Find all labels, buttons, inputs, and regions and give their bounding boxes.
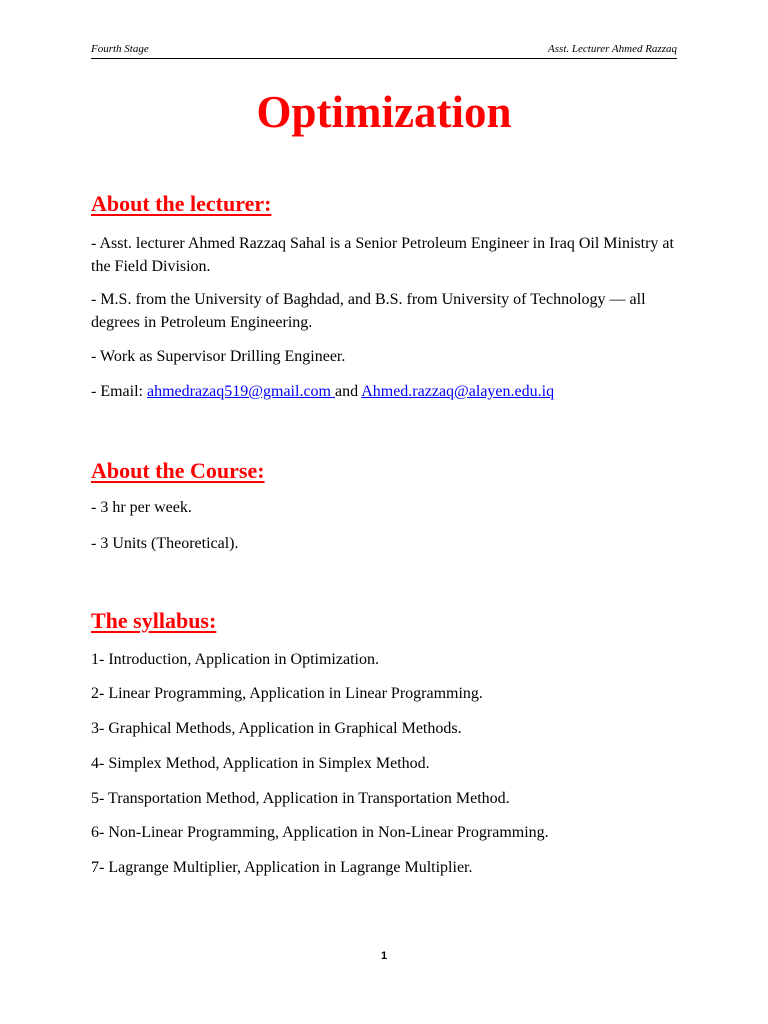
lecturer-email-line <box>91 380 679 403</box>
syllabus-item-linear-programming: 2- Linear Programming, Application in Linear Programming. <box>91 685 483 702</box>
email-joiner: and <box>334 383 362 400</box>
lecturer-section-heading: About the lecturer: <box>91 191 272 216</box>
email-prefix: - Email: <box>91 383 147 400</box>
lecturer-bio: - Asst. lecturer Ahmed Razzaq Sahal is a Senior Petroleum Engineer in Iraq Oil Ministry at the Field Division. <box>91 235 674 275</box>
page-number: 1 <box>380 950 388 962</box>
lecturer-education: - M.S. from the University of Baghdad, and B.S. from University of Technology — all degrees in Petroleum Engineering. <box>91 291 646 331</box>
course-units: - 3 Units (Theoretical). <box>91 535 239 552</box>
syllabus-item-lagrange-multiplier: 7- Lagrange Multiplier, Application in Lagrange Multiplier. <box>91 859 473 876</box>
syllabus-section-heading: The syllabus: <box>91 608 217 633</box>
course-section-heading: About the Course: <box>91 458 265 483</box>
header-stage: Fourth Stage <box>91 43 149 55</box>
syllabus-item-transportation-method: 5- Transportation Method, Application in Transportation Method. <box>91 790 510 807</box>
syllabus-item-non-linear-programming: 6- Non-Linear Programming, Application in Non-Linear Programming. <box>91 824 549 841</box>
university-email-link[interactable]: Ahmed.razzaq@alayen.edu.iq <box>361 383 555 400</box>
syllabus-item-introduction: 1- Introduction, Application in Optimization. <box>91 651 379 668</box>
header-author: Asst. Lecturer Ahmed Razzaq <box>548 43 677 55</box>
syllabus-item-graphical-methods: 3- Graphical Methods, Application in Graphical Methods. <box>91 720 462 737</box>
gmail-email-link[interactable]: ahmedrazaq519@gmail.com <box>146 383 335 400</box>
lecturer-work: - Work as Supervisor Drilling Engineer. <box>91 348 346 365</box>
page-header <box>91 40 677 59</box>
course-hours: - 3 hr per week. <box>91 499 192 516</box>
syllabus-item-simplex-method: 4- Simplex Method, Application in Simplex Method. <box>91 755 430 772</box>
document-title: Optimization <box>256 87 512 137</box>
